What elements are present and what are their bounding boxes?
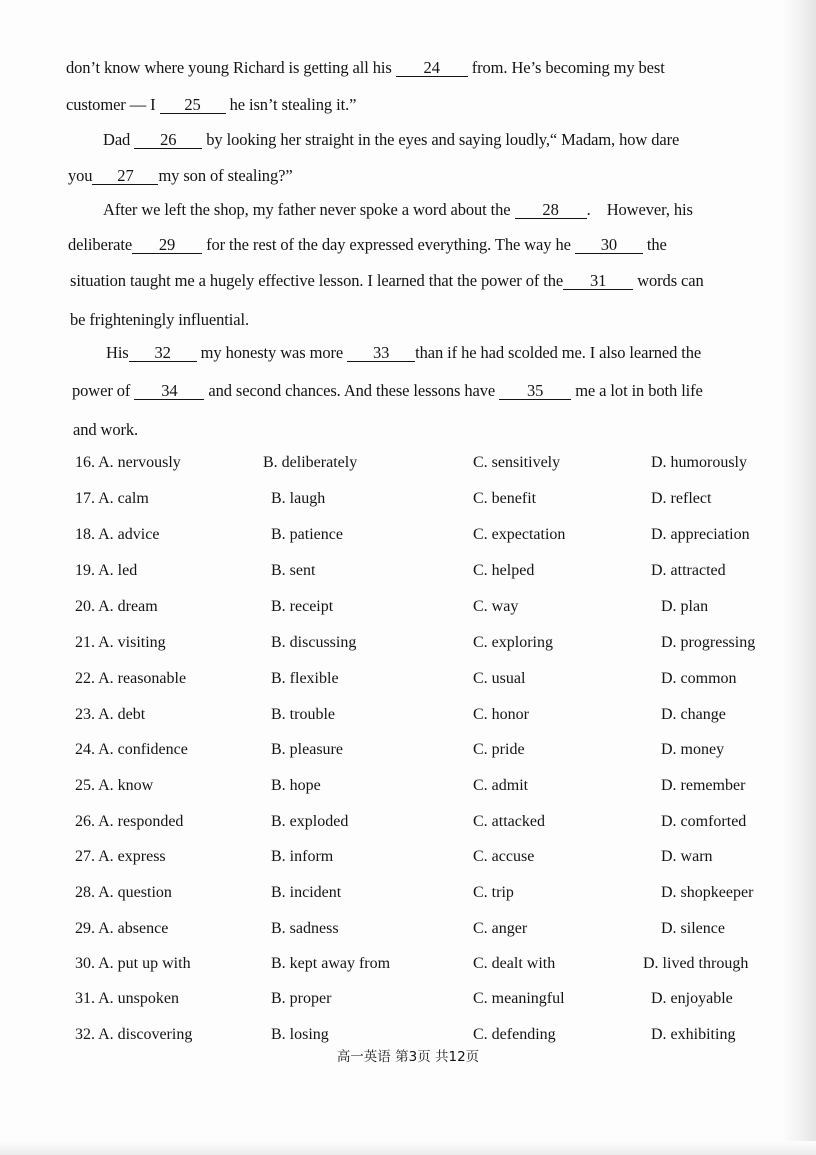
option-d: D. enjoyable	[651, 990, 733, 1007]
passage-text: and work.	[73, 420, 139, 439]
option-b: B. losing	[271, 1026, 329, 1043]
passage-text: After we left the shop, my father never spoke a word about the	[103, 200, 511, 219]
option-a: 23. A. debt	[75, 706, 146, 723]
blank-35: 35	[499, 382, 571, 400]
option-b: B. receipt	[271, 598, 334, 615]
option-a: 19. A. led	[75, 562, 138, 579]
option-a: 18. A. advice	[75, 526, 160, 543]
passage-line-4	[68, 166, 293, 186]
option-b: B. deliberately	[263, 454, 358, 471]
option-b: B. pleasure	[271, 741, 343, 758]
passage-text: the	[646, 235, 667, 254]
option-a: 29. A. absence	[75, 920, 169, 937]
passage-line-10	[72, 381, 703, 401]
option-d: D. appreciation	[651, 526, 750, 543]
option-b: B. flexible	[271, 670, 339, 687]
option-a: 22. A. reasonable	[75, 670, 187, 687]
option-a: 30. A. put up with	[75, 955, 191, 972]
option-d: D. common	[661, 670, 737, 687]
option-a: 26. A. responded	[75, 813, 184, 830]
option-d: D. progressing	[661, 634, 756, 651]
option-d: D. remember	[661, 777, 746, 794]
passage-text: . However, his	[586, 200, 693, 219]
blank-30: 30	[575, 236, 643, 254]
passage-text: you	[68, 166, 93, 185]
option-c: C. expectation	[473, 526, 566, 543]
option-a: 16. A. nervously	[75, 454, 181, 471]
option-b: B. hope	[271, 777, 321, 794]
option-b: B. sadness	[271, 920, 339, 937]
option-c: C. defending	[473, 1026, 556, 1043]
page-bottom-shadow	[0, 1141, 816, 1155]
blank-29: 29	[132, 236, 202, 254]
option-c: C. usual	[473, 670, 526, 687]
passage-text: and second chances. And these lessons have	[208, 381, 496, 400]
blank-27: 27	[92, 167, 158, 185]
option-d: D. comforted	[661, 813, 747, 830]
option-a: 20. A. dream	[75, 598, 158, 615]
option-c: C. admit	[473, 777, 529, 794]
option-b: B. patience	[271, 526, 343, 543]
blank-32: 32	[129, 344, 197, 362]
option-c: C. exploring	[473, 634, 553, 651]
blank-34: 34	[134, 382, 204, 400]
option-d: D. warn	[661, 848, 713, 865]
option-c: C. anger	[473, 920, 528, 937]
option-c: C. accuse	[473, 848, 535, 865]
blank-26: 26	[134, 131, 202, 149]
passage-text: His	[106, 343, 129, 362]
passage-text: from. He’s becoming my best	[471, 58, 665, 77]
passage-line-11	[73, 420, 138, 440]
passage-text: words can	[637, 271, 704, 290]
blank-33: 33	[347, 344, 415, 362]
passage-text: be frighteningly influential.	[70, 310, 250, 329]
passage-text: power of	[72, 381, 131, 400]
option-c: C. attacked	[473, 813, 545, 830]
blank-24: 24	[396, 59, 468, 77]
passage-line-9	[106, 343, 701, 363]
option-b: B. kept away from	[271, 955, 391, 972]
option-d: D. plan	[661, 598, 709, 615]
passage-line-5	[103, 200, 693, 220]
option-b: B. proper	[271, 990, 332, 1007]
passage-line-1	[66, 58, 665, 78]
option-d: D. exhibiting	[651, 1026, 736, 1043]
page-footer: 高一英语 第3页 共12页	[336, 1049, 480, 1065]
option-b: B. incident	[271, 884, 342, 901]
passage-text: me a lot in both life	[575, 381, 703, 400]
option-d: D. silence	[661, 920, 725, 937]
option-c: C. sensitively	[473, 454, 561, 471]
option-b: B. exploded	[271, 813, 349, 830]
passage-text: situation taught me a hugely effective lesson. I learned that the power of the	[70, 271, 564, 290]
passage-text: by looking her straight in the eyes and saying loudly,“ Madam, how dare	[206, 130, 680, 149]
option-a: 24. A. confidence	[75, 741, 188, 758]
blank-31: 31	[563, 272, 633, 290]
option-c: C. helped	[473, 562, 535, 579]
option-a: 32. A. discovering	[75, 1026, 193, 1043]
option-a: 17. A. calm	[75, 490, 149, 507]
passage-text: than if he had scolded me. I also learned the	[415, 343, 702, 362]
option-c: C. trip	[473, 884, 514, 901]
passage-line-3	[103, 130, 679, 150]
passage-text: don’t know where young Richard is getting all his	[66, 58, 392, 77]
option-d: D. change	[661, 706, 726, 723]
option-a: 31. A. unspoken	[75, 990, 179, 1007]
option-a: 28. A. question	[75, 884, 172, 901]
passage-line-8	[70, 310, 249, 330]
option-c: C. meaningful	[473, 990, 565, 1007]
passage-text: my honesty was more	[200, 343, 344, 362]
option-c: C. way	[473, 598, 519, 615]
passage-text: he isn’t stealing it.”	[229, 95, 357, 114]
option-c: C. dealt with	[473, 955, 556, 972]
passage-text: my son of stealing?”	[158, 166, 293, 185]
passage-line-6	[68, 235, 667, 255]
option-d: D. shopkeeper	[661, 884, 754, 901]
option-c: C. pride	[473, 741, 525, 758]
passage-text: deliberate	[68, 235, 133, 254]
option-d: D. humorously	[651, 454, 747, 471]
blank-25: 25	[160, 96, 226, 114]
option-a: 21. A. visiting	[75, 634, 166, 651]
option-b: B. trouble	[271, 706, 335, 723]
blank-28: 28	[515, 201, 587, 219]
option-a: 25. A. know	[75, 777, 154, 794]
passage-text: Dad	[103, 130, 131, 149]
option-d: D. reflect	[651, 490, 712, 507]
option-c: C. benefit	[473, 490, 537, 507]
option-d: D. money	[661, 741, 725, 758]
option-b: B. sent	[271, 562, 316, 579]
option-c: C. honor	[473, 706, 529, 723]
option-b: B. discussing	[271, 634, 357, 651]
option-a: 27. A. express	[75, 848, 166, 865]
passage-text: customer — I	[66, 95, 156, 114]
passage-line-2	[66, 95, 356, 115]
option-d: D. lived through	[643, 955, 749, 972]
option-d: D. attracted	[651, 562, 726, 579]
passage-text: for the rest of the day expressed everything. The way he	[206, 235, 571, 254]
option-b: B. laugh	[271, 490, 326, 507]
option-b: B. inform	[271, 848, 334, 865]
passage-line-7	[70, 271, 704, 291]
page-edge-shadow	[782, 0, 816, 1155]
